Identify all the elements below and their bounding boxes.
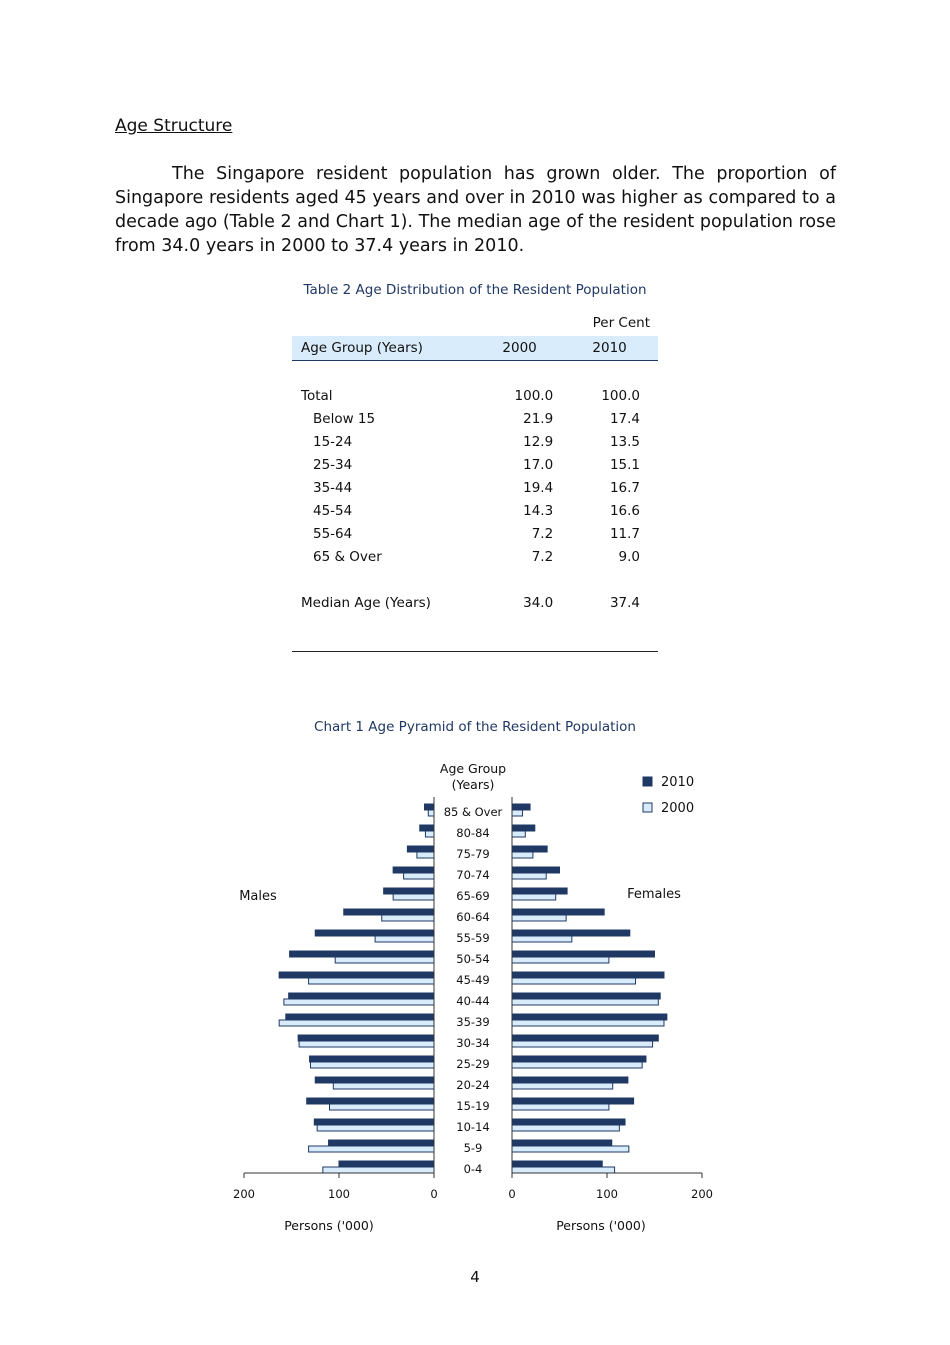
category-label: 30-34 [456,1036,490,1050]
bar-male-2010-12 [310,1056,434,1062]
bar-female-2010-7 [512,951,655,957]
bar-female-2000-14 [512,1104,609,1110]
row-value-2010: 13.5 [609,433,640,450]
bar-male-2010-0 [425,804,435,810]
bar-male-2000-17 [323,1167,434,1173]
bar-male-2010-6 [315,930,434,936]
bar-male-2000-7 [335,957,434,963]
bar-male-2010-4 [384,888,434,894]
category-label: 60-64 [456,910,490,924]
x-tick-label: 100 [596,1187,618,1201]
median-value-2000: 34.0 [523,594,554,611]
category-label: 0-4 [463,1162,483,1176]
bar-female-2000-11 [512,1041,653,1047]
row-label: Total [301,387,333,404]
x-tick-label: 100 [328,1187,350,1201]
legend-swatch-2010 [643,777,652,786]
bar-male-2000-3 [404,873,434,879]
age-distribution-table [292,336,658,614]
bar-female-2000-17 [512,1167,615,1173]
bar-female-2010-8 [512,972,664,978]
bar-female-2010-3 [512,867,560,873]
category-label: 80-84 [456,826,490,840]
bar-male-2010-10 [286,1014,434,1020]
category-label: 70-74 [456,868,490,882]
bar-male-2010-5 [344,909,434,915]
x-tick-label: 200 [233,1187,255,1201]
age-pyramid-chart [0,740,950,1250]
bar-female-2010-9 [512,993,660,999]
row-value-2010: 100.0 [601,387,640,404]
table-bottom-rule [292,651,658,652]
bar-male-2000-16 [309,1146,434,1152]
bar-female-2010-11 [512,1035,658,1041]
median-label: Median Age (Years) [301,594,431,611]
bar-female-2000-12 [512,1062,642,1068]
bar-male-2010-14 [307,1098,434,1104]
category-label: 65-69 [456,889,490,903]
category-label: 10-14 [456,1120,490,1134]
bar-female-2000-7 [512,957,609,963]
bar-female-2000-3 [512,873,546,879]
row-value-2000: 12.9 [523,433,554,450]
table-spacer-row [292,568,658,591]
row-label: 15-24 [313,433,353,450]
bar-male-2010-2 [407,846,434,852]
bar-female-2000-0 [512,810,522,816]
bar-male-2010-8 [279,972,434,978]
category-label: 55-59 [456,931,490,945]
row-value-2000: 100.0 [514,387,554,404]
bar-male-2010-7 [290,951,434,957]
x-tick-label: 200 [691,1187,713,1201]
bar-male-2000-9 [284,999,434,1005]
row-value-2000: 14.3 [523,502,554,519]
row-value-2000: 19.4 [523,479,554,496]
bar-male-2000-15 [317,1125,434,1131]
table-header-row [292,336,658,361]
bar-female-2010-14 [512,1098,634,1104]
row-label: Below 15 [313,410,376,427]
bar-female-2000-2 [512,852,533,858]
bar-male-2000-1 [425,831,434,837]
row-value-2010: 16.7 [609,479,640,496]
bar-male-2010-1 [420,825,434,831]
table-unit-label: Per Cent [592,315,650,331]
bar-male-2000-11 [299,1041,434,1047]
bar-male-2010-9 [289,993,434,999]
bar-male-2000-14 [330,1104,435,1110]
bar-female-2000-4 [512,894,556,900]
bar-male-2010-13 [315,1077,434,1083]
row-label: 25-34 [313,456,353,473]
bar-female-2010-6 [512,930,630,936]
row-value-2000: 21.9 [523,410,554,427]
bar-female-2010-17 [512,1161,602,1167]
bar-male-2000-0 [428,810,434,816]
bar-male-2000-6 [375,936,434,942]
x-tick-label: 0 [430,1187,438,1201]
header-2000: 2000 [478,336,561,361]
chart-caption: Chart 1 Age Pyramid of the Resident Population [314,719,636,735]
category-label: 25-29 [456,1057,490,1071]
bar-male-2010-16 [329,1140,434,1146]
section-heading: Age Structure [115,116,233,136]
bar-female-2010-2 [512,846,547,852]
x-axis-label-females: Persons ('000) [556,1218,646,1233]
header-2010: 2010 [561,336,658,361]
bar-male-2000-10 [279,1020,434,1026]
bar-male-2000-5 [382,915,434,921]
category-label: 15-19 [456,1099,490,1113]
row-value-2010: 16.6 [609,502,640,519]
intro-paragraph: The Singapore resident population has grown older. The proportion of Singapore residents aged 45 years and over in 2010 was higher as compared to a decade ago (Table 2 and Chart 1). The median age of the resident population rose from 34.0 years in 2000 to 37.4 years in 2010. [115,164,836,256]
category-label: 20-24 [456,1078,490,1092]
bar-female-2000-10 [512,1020,664,1026]
table-row-median [292,591,658,614]
bar-male-2010-3 [393,867,434,873]
row-value-2000: 17.0 [523,456,554,473]
row-value-2000: 7.2 [531,525,554,542]
table-spacer-row [292,361,658,385]
bar-female-2010-12 [512,1056,646,1062]
bar-female-2010-1 [512,825,535,831]
bar-female-2000-6 [512,936,572,942]
header-age-group: Age Group (Years) [292,336,478,361]
legend-swatch-2000 [643,803,652,812]
bar-male-2000-13 [333,1083,434,1089]
category-label: 50-54 [456,952,490,966]
table-row [292,384,658,407]
bar-male-2010-11 [298,1035,434,1041]
table-row [292,522,658,545]
row-value-2010: 11.7 [609,525,640,542]
legend-label-2000: 2000 [661,801,695,816]
bar-male-2010-17 [339,1161,434,1167]
table-row [292,476,658,499]
bar-female-2010-5 [512,909,604,915]
bar-female-2010-10 [512,1014,667,1020]
table-row [292,407,658,430]
category-label: 45-49 [456,973,490,987]
x-tick-label: 0 [508,1187,516,1201]
category-label: 35-39 [456,1015,490,1029]
bar-female-2010-15 [512,1119,625,1125]
table-caption: Table 2 Age Distribution of the Resident Population [303,282,647,298]
table-row [292,453,658,476]
bar-female-2000-9 [512,999,658,1005]
row-value-2010: 15.1 [609,456,640,473]
bar-male-2010-15 [314,1119,434,1125]
bar-female-2000-16 [512,1146,629,1152]
females-label: Females [627,887,681,902]
bar-female-2000-15 [512,1125,619,1131]
row-value-2010: 9.0 [618,548,640,565]
row-label: 35-44 [313,479,353,496]
bar-male-2000-12 [311,1062,435,1068]
bar-female-2010-13 [512,1077,628,1083]
row-label: 65 & Over [313,548,382,565]
bar-male-2000-8 [309,978,434,984]
bar-female-2010-0 [512,804,530,810]
bar-male-2000-4 [393,894,434,900]
row-value-2000: 7.2 [531,548,554,565]
category-label: 5-9 [463,1141,483,1155]
category-label: 75-79 [456,847,490,861]
bar-female-2010-16 [512,1140,612,1146]
row-label: 55-64 [313,525,353,542]
bar-female-2000-5 [512,915,566,921]
bar-female-2010-4 [512,888,567,894]
row-label: 45-54 [313,502,353,519]
table-row [292,430,658,453]
median-value-2010: 37.4 [609,594,640,611]
table-row [292,499,658,522]
page-number: 4 [470,1268,480,1286]
males-label: Males [239,889,277,904]
x-axis-label-males: Persons ('000) [284,1218,374,1233]
bar-female-2000-13 [512,1083,613,1089]
bar-female-2000-1 [512,831,525,837]
category-label: 40-44 [456,994,490,1008]
legend-label-2010: 2010 [661,775,695,790]
row-value-2010: 17.4 [609,410,640,427]
category-axis-title: (Years) [451,777,495,792]
bar-male-2000-2 [417,852,434,858]
category-label: 85 & Over [443,805,503,819]
bar-female-2000-8 [512,978,636,984]
table-row [292,545,658,568]
category-axis-title: Age Group [439,761,507,776]
